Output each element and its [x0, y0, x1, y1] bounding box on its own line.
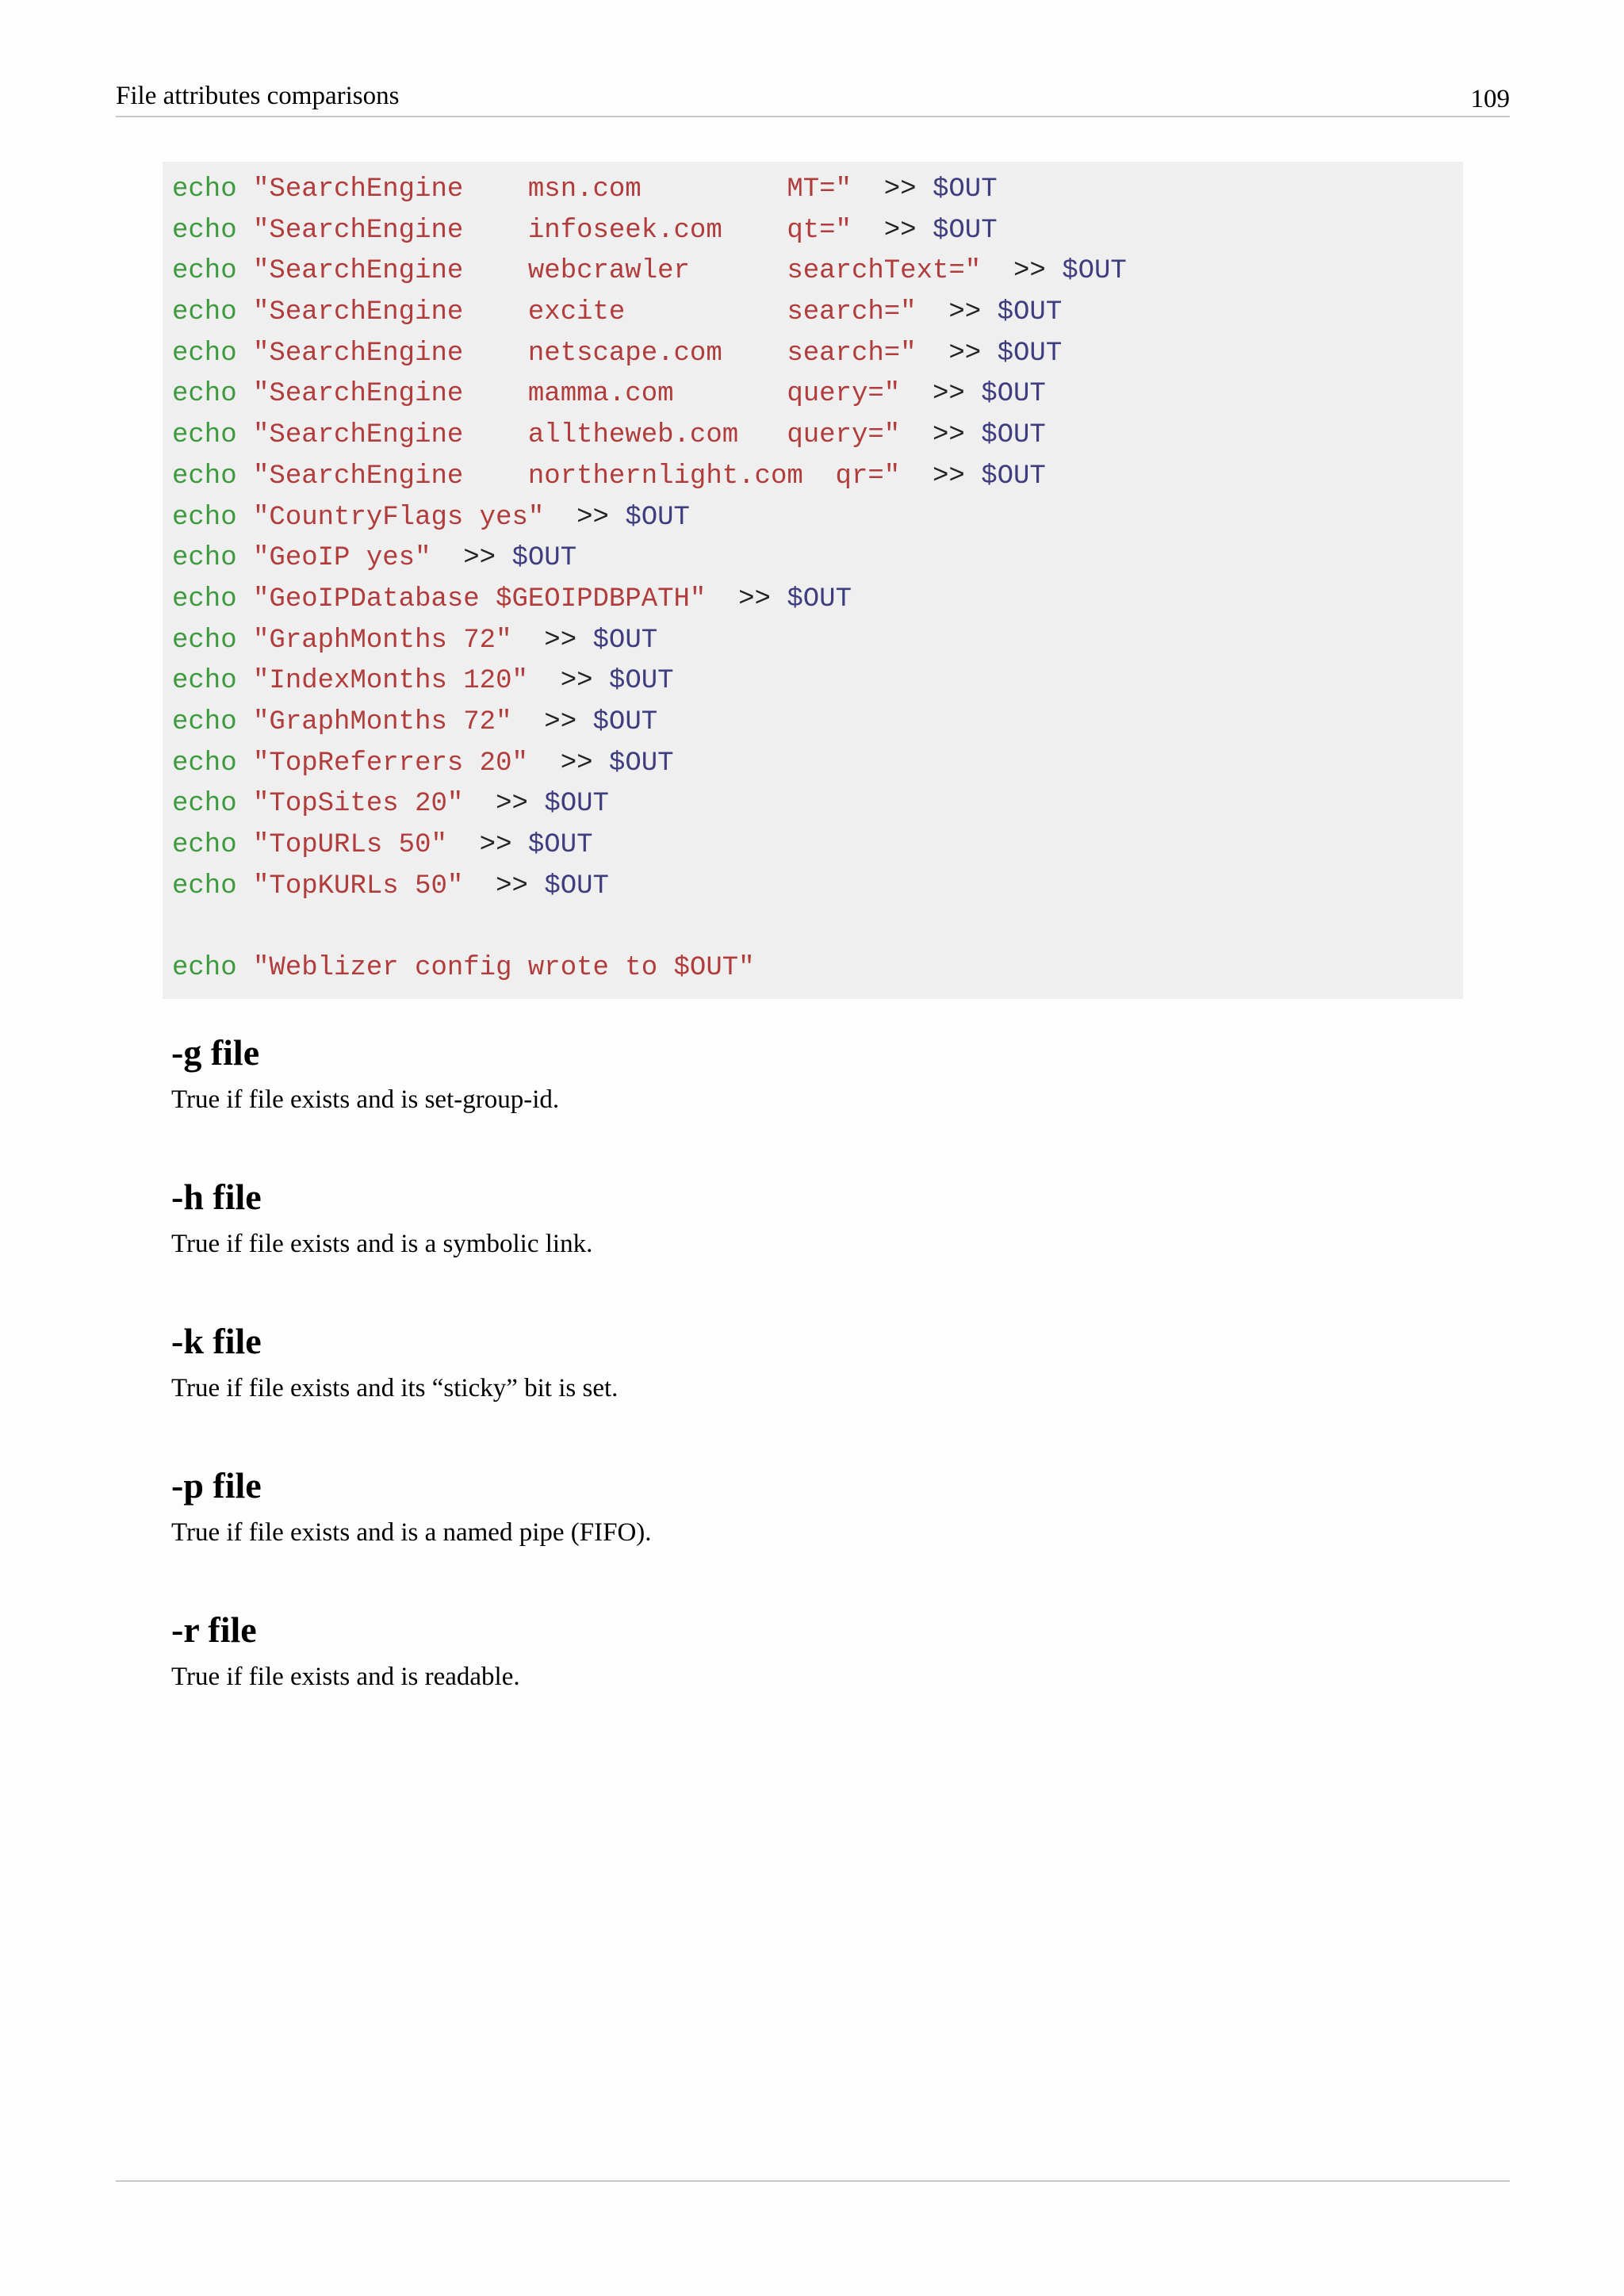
section-heading: -k file: [171, 1321, 262, 1361]
code-line: [172, 621, 1463, 662]
code-line: [172, 661, 1463, 702]
code-token: "TopURLs 50": [253, 830, 447, 860]
code-token: echo: [172, 543, 254, 574]
page-number: 109: [1470, 85, 1510, 113]
section-h-file: [171, 1175, 1440, 1261]
code-token: echo: [172, 953, 254, 984]
code-line: [172, 498, 1463, 539]
code-token: >>: [916, 338, 998, 369]
section-r-file: [171, 1608, 1440, 1693]
code-token: $OUT: [787, 584, 852, 614]
code-line: [172, 251, 1463, 293]
code-token: "SearchEngine msn.com MT=": [253, 174, 852, 205]
section-heading: -g file: [171, 1032, 260, 1073]
code-line: [172, 744, 1463, 785]
code-line: [172, 415, 1463, 457]
code-line: [172, 948, 1463, 989]
code-token: echo: [172, 871, 254, 901]
code-token: "SearchEngine netscape.com search=": [253, 338, 917, 369]
running-header-title: File attributes comparisons: [116, 82, 400, 110]
code-token: >>: [916, 297, 998, 328]
code-token: echo: [172, 502, 254, 533]
code-line: [172, 580, 1463, 621]
code-token: echo: [172, 789, 254, 820]
code-token: $OUT: [933, 174, 998, 205]
code-token: $OUT: [981, 379, 1046, 410]
code-token: "GeoIPDatabase $GEOIPDBPATH": [253, 584, 707, 614]
code-token: $OUT: [544, 871, 609, 901]
code-token: "Weblizer config wrote to $OUT": [253, 953, 755, 984]
code-token: $OUT: [997, 338, 1063, 369]
code-token: "SearchEngine northernlight.com qr=": [253, 461, 901, 492]
code-token: $OUT: [544, 789, 609, 820]
code-token: echo: [172, 461, 254, 492]
code-token: >>: [544, 502, 626, 533]
section-heading: -h file: [171, 1177, 262, 1217]
code-line: [172, 170, 1463, 211]
code-token: echo: [172, 830, 254, 860]
code-token: echo: [172, 748, 254, 779]
section-g-file: [171, 1031, 1440, 1116]
code-block: [163, 162, 1463, 999]
code-token: >>: [463, 871, 545, 901]
section-description: True if file exists and its “sticky” bit is set.: [171, 1374, 619, 1402]
code-token: "IndexMonths 120": [253, 666, 528, 697]
code-token: $OUT: [981, 420, 1046, 451]
section-k-file: [171, 1319, 1440, 1405]
code-token: >>: [900, 420, 982, 451]
code-line: [172, 825, 1463, 867]
section-heading: -r file: [171, 1609, 257, 1650]
code-token: echo: [172, 706, 254, 737]
code-line: [172, 538, 1463, 580]
code-token: "GraphMonths 72": [253, 706, 512, 737]
code-token: $OUT: [625, 502, 690, 533]
code-token: "SearchEngine webcrawler searchText=": [253, 256, 982, 287]
code-line: [172, 293, 1463, 334]
code-token: "SearchEngine infoseek.com qt=": [253, 215, 852, 246]
code-token: "TopReferrers 20": [253, 748, 528, 779]
code-token: $OUT: [997, 297, 1063, 328]
code-line: [172, 211, 1463, 252]
code-token: echo: [172, 297, 254, 328]
code-token: "SearchEngine mamma.com query=": [253, 379, 901, 410]
code-line: [172, 334, 1463, 375]
code-token: "TopKURLs 50": [253, 871, 464, 901]
code-token: $OUT: [592, 706, 658, 737]
code-token: $OUT: [981, 461, 1046, 492]
code-token: "GeoIP yes": [253, 543, 431, 574]
section-description: True if file exists and is a symbolic link.: [171, 1230, 593, 1258]
code-token: >>: [527, 748, 609, 779]
code-token: echo: [172, 174, 254, 205]
code-line: [172, 867, 1463, 908]
code-token: echo: [172, 215, 254, 246]
code-token: >>: [431, 543, 512, 574]
page-header: [116, 79, 1510, 117]
code-line: [172, 457, 1463, 498]
code-token: >>: [900, 461, 982, 492]
code-token: $OUT: [1062, 256, 1127, 287]
code-line: [172, 702, 1463, 744]
code-token: $OUT: [933, 215, 998, 246]
code-token: echo: [172, 256, 254, 287]
code-token: echo: [172, 584, 254, 614]
code-token: >>: [511, 625, 593, 656]
section-p-file: [171, 1464, 1440, 1549]
code-token: >>: [463, 789, 545, 820]
code-line: [172, 374, 1463, 415]
code-token: >>: [851, 174, 933, 205]
code-token: "SearchEngine excite search=": [253, 297, 917, 328]
section-heading: -p file: [171, 1465, 262, 1506]
footer-rule: [116, 2180, 1510, 2182]
code-token: >>: [527, 666, 609, 697]
section-description: True if file exists and is set-group-id.: [171, 1085, 560, 1114]
code-token: >>: [981, 256, 1063, 287]
code-token: >>: [511, 706, 593, 737]
code-token: >>: [706, 584, 787, 614]
section-description: True if file exists and is readable.: [171, 1663, 520, 1691]
code-token: >>: [851, 215, 933, 246]
code-token: "GraphMonths 72": [253, 625, 512, 656]
code-token: $OUT: [592, 625, 658, 656]
code-token: echo: [172, 379, 254, 410]
section-description: True if file exists and is a named pipe (FIFO).: [171, 1518, 652, 1547]
code-token: >>: [446, 830, 528, 860]
code-token: $OUT: [608, 666, 674, 697]
code-token: echo: [172, 666, 254, 697]
code-token: echo: [172, 420, 254, 451]
code-token: >>: [900, 379, 982, 410]
code-token: $OUT: [511, 543, 577, 574]
code-token: $OUT: [527, 830, 593, 860]
code-token: $OUT: [608, 748, 674, 779]
code-token: echo: [172, 625, 254, 656]
code-token: "CountryFlags yes": [253, 502, 545, 533]
code-line: [172, 784, 1463, 825]
code-token: "TopSites 20": [253, 789, 464, 820]
code-line: [172, 907, 1463, 948]
code-token: "SearchEngine alltheweb.com query=": [253, 420, 901, 451]
code-token: echo: [172, 338, 254, 369]
